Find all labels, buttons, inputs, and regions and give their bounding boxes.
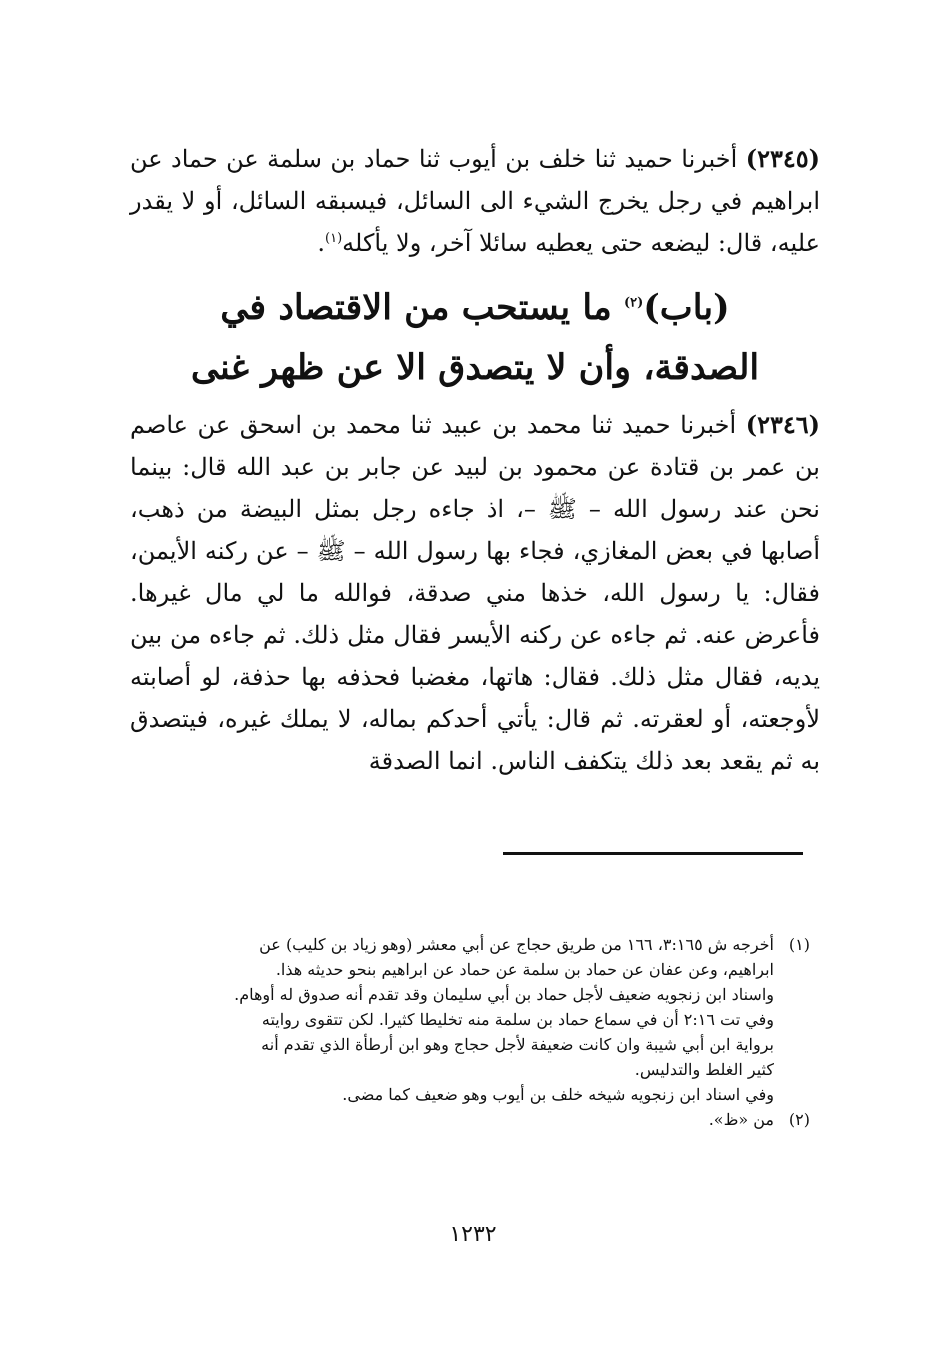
footnote-marker[interactable]: (١) — [325, 231, 343, 246]
hadith-2345 — [130, 138, 820, 264]
chapter-heading-line-1 — [130, 278, 820, 338]
page-number: ١٢٣٢ — [449, 1222, 497, 1247]
footnote-1 — [135, 932, 810, 1107]
hadith-2346 — [130, 404, 820, 782]
footnote-line: واسناد ابن زنجويه ضعيف لأجل حماد بن أبي سليمان وقد تقدم أنه صدوق له أوهام. — [234, 985, 774, 1004]
hadith-number: (٢٣٤٦) — [745, 410, 820, 439]
footnote-body — [135, 932, 774, 1107]
hadith-text: أخبرنا حميد ثنا محمد بن عبيد ثنا محمد بن اسحق عن عاصم بن عمر بن قتادة عن محمود بن لبيد عن جابر بن عبد الله قال: بينما نحن عند رسول الله – ﷺ –، اذ جاءه رجل بمثل البيضة من ذهب، أصابها في بعض المغازي، فجاء بها رسول الله – ﷺ – عن ركنه الأيمن، فقال: يا رسول الله، خذها مني صدقة، فوالله ما لي مال غيرها. فأعرض عنه. ثم جاءه عن ركنه الأيسر فقال مثل ذلك. ثم جاءه من بين يديه، فقال مثل ذلك. فقال: هاتها، مغضبا فحذفه بها حذفة، لو أصابته لأوجعته، أو لعقرته. ثم قال: يأتي أحدكم بماله، لا يملك غيره، فيتصدق به ثم يقعد بعد ذلك يتكفف الناس. انما الصدقة — [130, 411, 821, 775]
footnote-2 — [135, 1107, 810, 1132]
sentence-end: . — [317, 229, 326, 257]
chapter-title-rest: ما يستحب من الاقتصاد في — [220, 287, 612, 328]
footnote-line: ابراهيم، وعن عفان عن حماد بن سلمة عن حماد عن ابراهيم بنحو حديثه هذا. — [275, 960, 774, 979]
footnote-number: (٢) — [788, 1110, 810, 1129]
footnote-body — [135, 1107, 774, 1132]
footnote-marker[interactable]: (٢) — [623, 295, 644, 311]
footnote-line: من «ظ». — [708, 1110, 774, 1129]
hadith-text: أخبرنا حميد ثنا خلف بن أيوب ثنا حماد بن سلمة عن حماد عن ابراهيم في رجل يخرج الشيء الى السائل، فيسبقه السائل، أو لا يقدر عليه، قال: ليضعه حتى يعطيه سائلا آخر، ولا يأكله — [130, 145, 820, 257]
footnote-line: برواية ابن أبي شيبة وان كانت ضعيفة لأجل حجاج وهو ابن أرطأة الذي تقدم أنه — [261, 1035, 774, 1054]
chapter-heading-line-2: الصدقة، وأن لا يتصدق الا عن ظهر غنى — [190, 347, 760, 388]
hadith-number: (٢٣٤٥) — [745, 144, 820, 173]
footnote-line: وفي تت ٢:١٦ أن في سماع حماد بن سلمة منه تخليطا كثيرا. لكن تتقوى روايته — [261, 1010, 774, 1029]
chapter-prefix: (باب) — [643, 287, 730, 328]
footnote-line: وفي اسناد ابن زنجويه شيخه خلف بن أيوب وهو ضعيف كما مضى. — [342, 1085, 774, 1104]
chapter-heading — [130, 278, 820, 398]
footnote-line: أخرجه ش ٣:١٦٥، ١٦٦ من طريق حجاج عن أبي معشر (وهو زياد بن كليب) عن — [259, 935, 774, 954]
footnote-number: (١) — [788, 935, 810, 954]
footnote-line: كثير الغلط والتدليس. — [634, 1060, 774, 1079]
footnotes — [135, 932, 810, 1132]
footnote-separator — [503, 852, 803, 855]
